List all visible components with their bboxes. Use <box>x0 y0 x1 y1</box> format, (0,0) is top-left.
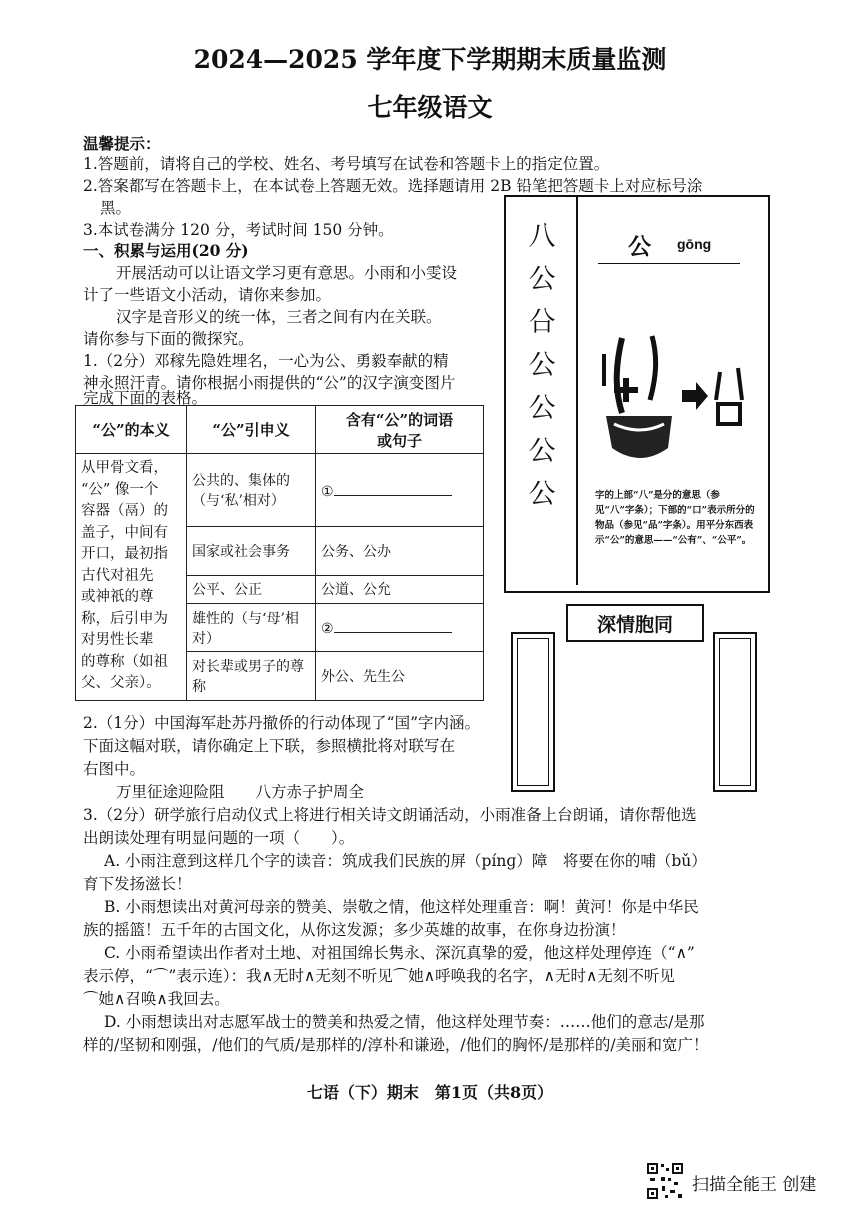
meaning-cell: 雄性的（与‘母’相对） <box>187 603 316 651</box>
option-b: B. 小雨想读出对黄河母亲的赞美、崇敬之情，他这样处理重音：啊！黄河！你是中华民 <box>104 898 699 916</box>
header-extended: “公”引申义 <box>187 406 316 454</box>
words-cell: 公务、公办 <box>316 527 484 575</box>
header-original: “公”的本义 <box>76 406 187 454</box>
eight-left-stroke <box>617 338 622 413</box>
original-meaning-cell <box>76 454 187 701</box>
heading-rule <box>598 263 740 264</box>
couplet-left-box <box>511 632 555 792</box>
orig-line: 或神祇的尊 <box>81 589 154 606</box>
gong-illustration <box>592 318 757 468</box>
blank-cell-1[interactable] <box>316 454 484 527</box>
orig-line: 容器（鬲）的 <box>81 503 168 520</box>
orig-line: 父、父亲）。 <box>81 675 161 692</box>
q1-text-3: 完成下面的表格。 <box>83 389 208 407</box>
glyph-evolution-column <box>512 215 572 516</box>
result-glyph-top <box>716 368 742 400</box>
blank-number: ② <box>321 621 334 638</box>
glyph: 公 <box>528 264 556 295</box>
q1-text: 1.（2分）邓稼先隐姓埋名，一心为公、勇毅奉献的精 <box>83 352 449 370</box>
exam-subject: 七年级语文 <box>367 93 493 122</box>
option-a: A. 小雨注意到这样几个字的读音：筑成我们民族的屏（pínɡ）障 将要在你的哺（bǔ） <box>104 852 707 870</box>
scanner-watermark: 扫描全能王 创建 <box>692 1175 817 1195</box>
qr-code-icon <box>646 1162 684 1200</box>
option-d: D. 小雨想读出对志愿军战士的赞美和热爱之情，他这样处理节奏：……他们的意志/是那 <box>104 1013 705 1031</box>
orig-line: 称，后引申为 <box>81 610 168 627</box>
section-intro-2: 汉字是音形义的统一体，三者之间有内在关联。 <box>116 308 442 326</box>
option-d-cont: 样的/坚韧和刚强，/他们的气质/是那样的/淳朴和谦逊，/他们的胸怀/是那样的/美丽和宽广！ <box>83 1036 709 1054</box>
gong-explanation: 字的上部“八”是分的意思（参见“八”字条）；下部的“口”表示所分的物品（参见“品”字条）。用平分东西表示“公”的意思——“公有”、“公平”。 <box>595 490 755 546</box>
exam-title: 2024—2025 学年度下学期期末质量监测 <box>193 45 667 74</box>
gong-character: 公 <box>628 233 651 260</box>
blank-number: ① <box>321 483 334 500</box>
glyph: 公 <box>528 350 556 381</box>
glyph: 八 <box>528 221 556 252</box>
blank-cell-2[interactable] <box>316 603 484 651</box>
orig-line: 盖子，中间有 <box>81 524 168 541</box>
arrow-right-icon <box>682 382 708 410</box>
q2-text-3: 右图中。 <box>83 760 146 778</box>
words-cell: 外公、先生公 <box>316 652 484 701</box>
gong-meaning-table <box>75 405 484 701</box>
section-intro: 开展活动可以让语文学习更有意思。小雨和小雯设 <box>116 264 458 282</box>
couplet-lines: 万里征途迎险阻 八方赤子护周全 <box>116 783 365 801</box>
words-cell: 公道、公允 <box>316 575 484 603</box>
orig-line: 古代对祖先 <box>81 567 154 584</box>
tip-2-cont: 黑。 <box>100 199 132 217</box>
section-intro-2-cont: 请你参与下面的微探究。 <box>83 330 254 348</box>
couplet-right-box <box>713 632 757 792</box>
q3-text-2: 出朗读处理有明显问题的一项（ ）。 <box>83 829 355 847</box>
option-c-cont-2: ⌒她∧召唤∧我回去。 <box>83 990 230 1008</box>
q3-text: 3.（2分）研学旅行启动仪式上将进行相关诗文朗诵活动，小雨准备上台朗诵，请你帮他选 <box>83 806 697 824</box>
tip-1: 1.答题前，请将自己的学校、姓名、考号填写在试卷和答题卡上的指定位置。 <box>83 155 610 173</box>
section-heading: 一、积累与运用(20 分) <box>83 241 249 260</box>
header-words-line2: 或句子 <box>376 431 422 450</box>
meaning-cell: 公平、公正 <box>187 575 316 603</box>
section-intro-cont: 计了一些语文小活动，请你来参加。 <box>83 286 332 304</box>
q1-text-2: 神永照汗青。请你根据小雨提供的“公”的汉字演变图片 <box>83 374 456 392</box>
option-c: C. 小雨希望读出作者对土地、对祖国绵长隽永、深沉真挚的爱，他这样处理停连（“∧” <box>104 944 695 962</box>
orig-line: 从甲骨文看， <box>81 460 168 477</box>
glyph: 㕣 <box>528 307 556 338</box>
glyph: 公 <box>528 393 556 424</box>
header-words <box>316 406 484 454</box>
tip-2: 2.答案都写在答题卡上，在本试卷上答题无效。选择题请用 2B 铅笔把答题卡上对应标号涂 <box>83 177 703 195</box>
answer-blank[interactable] <box>334 618 452 633</box>
tips-heading: 温馨提示： <box>83 134 161 153</box>
hengpi-banner: 深情胞同 <box>566 604 704 642</box>
option-b-cont: 族的摇篮！五千年的古国文化，从你这发源；多少英雄的故事，在你身边扮演！ <box>83 921 626 939</box>
option-c-cont: 表示停，“⌒”表示连）：我∧无时∧无刻不听见⌒她∧呼唤我的名字，∧无时∧无刻不听见 <box>83 967 675 985</box>
tip-3: 3.本试卷满分 120 分，考试时间 150 分钟。 <box>83 221 394 239</box>
orig-line: 的尊称（如祖 <box>81 653 168 670</box>
meaning-cell: 公共的、集体的（与‘私’相对） <box>187 454 316 527</box>
vessel-icon <box>606 416 672 458</box>
result-glyph-mouth <box>718 404 740 424</box>
orig-line: “公” 像一个 <box>81 481 159 498</box>
q2-text: 2.（1分）中国海军赴苏丹撤侨的行动体现了“国”字内涵。 <box>83 714 480 732</box>
answer-blank[interactable] <box>334 481 452 496</box>
glyph: 公 <box>528 479 556 510</box>
gong-pinyin: gōng <box>677 236 712 252</box>
glyph: 公 <box>528 436 556 467</box>
option-a-cont: 育下发扬滋长！ <box>83 875 192 893</box>
q2-text-2: 下面这幅对联，请你确定上下联，参照横批将对联写在 <box>83 737 456 755</box>
orig-line: 开口，最初指 <box>81 546 168 563</box>
meaning-cell: 国家或社会事务 <box>187 527 316 575</box>
eight-right-stroke <box>650 336 656 400</box>
header-words-line1: 含有“公”的词语 <box>345 410 454 429</box>
figure-divider <box>576 197 578 585</box>
orig-line: 对男性长辈 <box>81 632 154 649</box>
meaning-cell: 对长辈或男子的尊称 <box>187 652 316 701</box>
page-footer: 七语（下）期末 第1页（共8页） <box>306 1083 554 1102</box>
